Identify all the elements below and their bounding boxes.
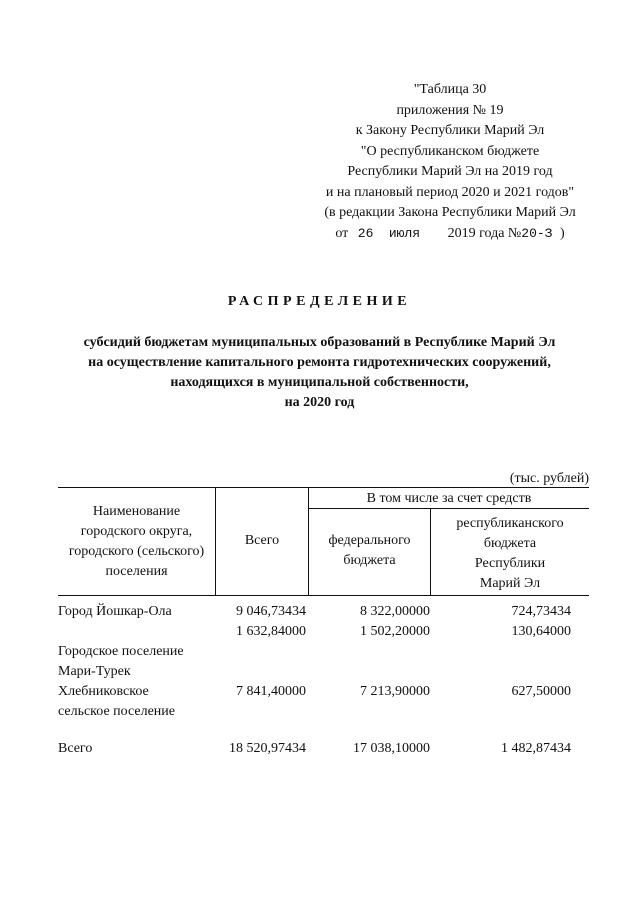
row-3-name-line-1: Городское поселение [58,644,184,659]
annex-line-3: к Закону Республики Марий Эл [355,123,545,138]
annex-date-line [300,224,600,245]
date-month: июля [388,225,421,241]
header-name-line-4: поселения [105,564,168,579]
row-1-federal: 8 322,00000 [360,604,430,619]
row-4-name-line-1: Хлебниковское [58,684,149,699]
row-4-name-line-2: сельское поселение [58,704,175,719]
row-4-federal: 7 213,90000 [360,684,430,699]
header-federal [309,531,430,571]
annex-line-5: Республики Марий Эл на 2019 год [347,164,553,179]
subtitle-line-2: на осуществление капитального ремонта гидротехнических сооружений, [88,355,551,370]
row-total-name: Всего [58,741,93,756]
date-day: 26 [357,225,374,241]
annex-line-4: "О республиканском бюджете [360,143,540,159]
header-republic-line-4: Марий Эл [479,576,541,591]
header-name-line-1: Наименование [92,504,181,519]
row-total-republic: 1 482,87434 [501,741,571,756]
row-total-federal: 17 038,10000 [353,741,430,756]
annex-line-2: приложения № 19 [396,102,504,118]
header-name-line-3: городского (сельского) [68,544,205,559]
row-1-name: Город Йошкар-Ола [58,604,172,619]
units-label: (тыс. рублей) [509,471,589,486]
row-3-name-line-2: Мари-Турек [58,664,131,679]
subtitle-line-1: субсидий бюджетам муниципальных образований в Республике Марий Эл [83,335,556,350]
header-republic-line-1: республиканского [456,516,564,531]
document-title: РАСПРЕДЕЛЕНИЕ [227,294,412,309]
header-federal-line-2: бюджета [343,553,396,568]
document-subtitle [40,333,599,413]
annex-line-7: (в редакции Закона Республики Марий Эл [324,205,576,220]
header-federal-line-1: федерального [328,533,411,548]
date-close: ) [560,225,565,241]
subtitle-line-4: на 2020 год [284,395,355,410]
header-republic-line-2: бюджета [483,536,537,551]
header-name-line-2: городского округа, [80,524,193,539]
row-3-name [58,642,184,682]
subtitle-line-3: находящихся в муниципальной собственности, [170,375,469,390]
row-total-total: 18 520,97434 [229,741,306,756]
row-1-total: 9 046,73434 [236,604,306,619]
date-prefix: от [335,225,349,241]
annex-line-6: и на плановый период 2020 и 2021 годов" [325,184,575,200]
row-4-name [58,682,175,722]
header-bottom-border [58,595,589,596]
annex-header [300,80,600,244]
row-2-total: 1 632,84000 [236,624,306,639]
header-name [58,502,215,582]
row-2-republic: 130,64000 [511,624,571,639]
row-4-republic: 627,50000 [511,684,571,699]
row-1-republic: 724,73434 [511,604,571,619]
header-total: Всего [244,533,280,548]
law-number: 20-З [521,225,553,241]
header-including: В том числе за счет средств [366,491,532,506]
row-4-total: 7 841,40000 [236,684,306,699]
date-year: 2019 года № [447,225,522,241]
table-top-border [58,487,589,488]
header-republic [431,514,589,594]
annex-line-1: "Таблица 30 [413,82,487,97]
row-2-federal: 1 502,20000 [360,624,430,639]
header-republic-line-3: Республики [474,556,546,571]
